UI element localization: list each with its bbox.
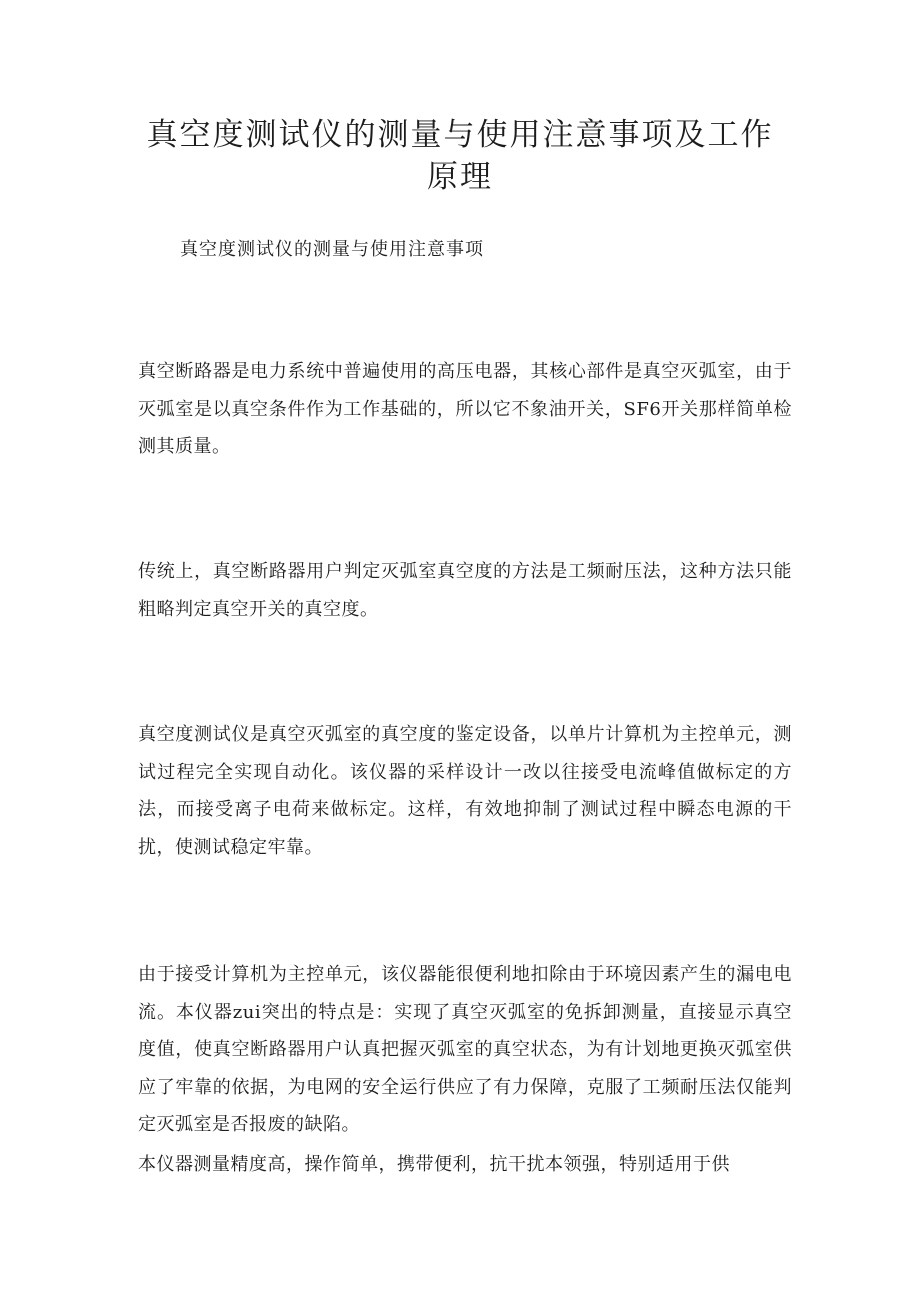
title-line-1: 真空度测试仪的测量与使用注意事项及工作: [146, 117, 774, 153]
document-title: [120, 114, 800, 198]
paragraph-2: 传统上，真空断路器用户判定灭弧室真空度的方法是工频耐压法，这种方法只能粗略判定真空开关的真空度。: [138, 561, 792, 620]
paragraph-4: 由于接受计算机为主控单元，该仪器能很便利地扣除由于环境因素产生的漏电电流。本仪器zui突出的特点是：实现了真空灭弧室的免拆卸测量，直接显示真空度值，使真空断路器用户认真把握灭弧室的真空状态，为有计划地更换灭弧室供应了牢靠的依据，为电网的安全运行供应了有力保障，克服了工频耐压法仅能判定灭弧室是否报废的缺陷。: [138, 964, 792, 1135]
paragraph-3: 真空度测试仪是真空灭弧室的真空度的鉴定设备，以单片计算机为主控单元，测试过程完全实现自动化。该仪器的采样设计一改以往接受电流峰值做标定的方法，而接受离子电荷来做标定。这样，有效地抑制了测试过程中瞬态电源的干扰，使测试稳定牢靠。: [138, 724, 792, 858]
paragraph-1: 真空断路器是电力系统中普遍使用的高压电器，其核心部件是真空灭弧室，由于灭弧室是以真空条件作为工作基础的，所以它不象油开关，SF6开关那样简单检测其质量。: [138, 361, 792, 457]
paragraph-5: 本仪器测量精度高，操作简单，携带便利，抗干扰本领强，特别适用于供: [138, 1154, 730, 1175]
section-subtitle: 真空度测试仪的测量与使用注意事项: [180, 239, 484, 260]
title-line-2: 原理: [427, 159, 493, 195]
